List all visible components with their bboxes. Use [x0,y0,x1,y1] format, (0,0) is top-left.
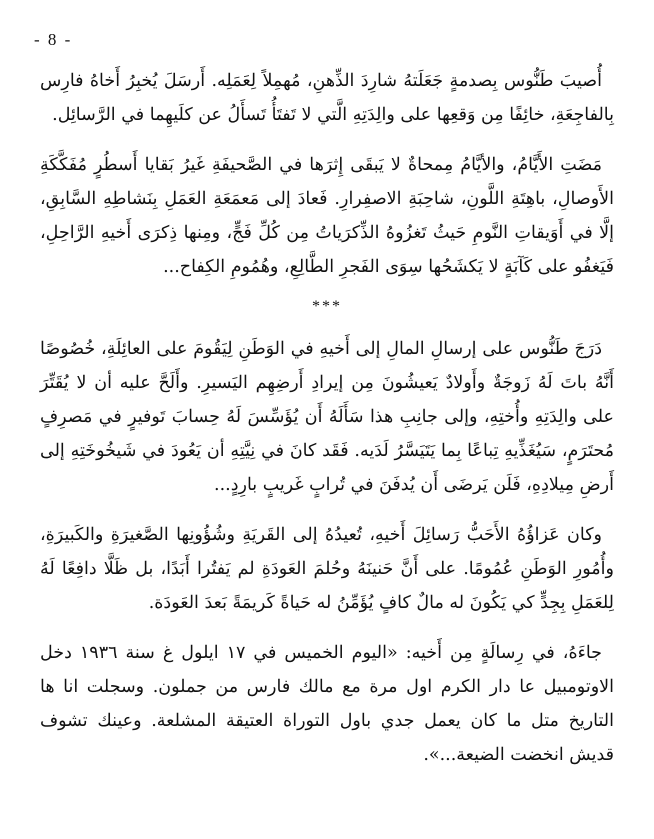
section-separator: *** [312,298,342,315]
page-number: - 8 - [34,30,73,49]
document-body [40,58,614,772]
paragraph-2: مَضَتِ الأَيَّامُ، والأيَّامُ مِمحاةٌ لا يَبقَى إِثرَها في الصَّحيفَةِ غَيرُ بَقايا أَسطُرٍ مُفَكَّكَةِ الأَوصالِ، باهِتَةِ اللَّونِ، شاحِبَةِ الاصفِرارِ. فَعادَ إلى مَعمَعَةِ العَمَلِ بِنَشاطِهِ السَّابِقِ، إلَّا في أَوَيقاتِ النَّومِ حَيثُ تَغزُوهُ الذِّكرَياتُ مِن كُلِّ فَجٍّ، ومِنها ذِكرَى أَخيهِ الرَّاحِلِ، فَيَغفُو على كَآبَةٍ لا يَكشَحُها سِوَى الفَجرِ الطَّالِعِ، وهُمُومِ الكِفاح... [40,155,614,277]
paragraph-5: جاءَهُ، في رِسالَةٍ مِن أَخيه: «اليوم الخميس في ١٧ ايلول غ سنة ١٩٣٦ دخل الاوتومبيل عا دار الكرم اول مرة مع مالك فارس من جملون. وسجلت انا ها التاريخ متل ما كان يعمل جدي باول التوراة العتيقة المشلعة. وعينك تشوف قديش انخضت الضيعة...». [40,643,614,765]
paragraph-4: وكان عَزاؤُهُ الأَحَبُّ رَسائِلَ أَخيهِ، تُعيدُهُ إلى القَريَةِ وشُؤُونِها الصَّغيرَةِ والكَبيرَةِ، وأُمُورِ الوَطَنِ عُمُومًا. على أَنَّ حَنينَهُ وحُلمَ العَودَةِ لم يَفتُرا أَبَدًا، بل ظَلَّا دافِعًا لَهُ لِلعَمَلِ بِجِدٍّ كي يَكُونَ له مالٌ كافٍ يُؤَمِّنُ له حَياةً كَريمَةً بَعدَ العَودَة. [40,525,614,613]
paragraph-1: أُصيبَ طَنُّوس بِصدمةٍ جَعَلَتهُ شارِدَ الذِّهنِ، مُهمِلاً لِعَمَلِه. أَرسَلَ يُخبِرُ أَخاهُ فارِس بِالفاجِعَةِ، خائِفًا مِن وَقعِها على والِدَتِهِ الَّتي لا تَفتَأُ تَسأَلُ عن كلَيهِما في الرَّسائِل. [40,71,614,125]
paragraph-3: دَرَجَ طَنُّوس على إرسالِ المالِ إلى أَخيهِ في الوَطَنِ لِيَقُومَ على العائِلَةِ، خُصُوصًا أَنَّهُ باتَ لَهُ زَوجَةٌ وأَولادٌ يَعيشُونَ مِن إيرادِ أَرضِهِم اليَسيرِ. وأَلَحَّ عليه أن لا يُقَتِّرَ على والِدَتِهِ وأُختِهِ، وإلى جانِبِ هذا سَأَلَهُ أَن يُؤَسِّسَ لَهُ حِسابَ تَوفيرٍ في مَصرِفٍ مُحتَرَمٍ، سَيُغَذِّيهِ تِباعًا بِما يَتَيَسَّرُ لَدَيه. فَقَد كانَ في نِيَّتِهِ أن يَعُودَ في شَيخُوخَتِهِ إلى أَرضِ مِيلادِهِ، فَلَن يَرضَى أَن يُدفَنَ في تُرابٍ غَريبٍ بارِدٍ... [40,339,614,495]
